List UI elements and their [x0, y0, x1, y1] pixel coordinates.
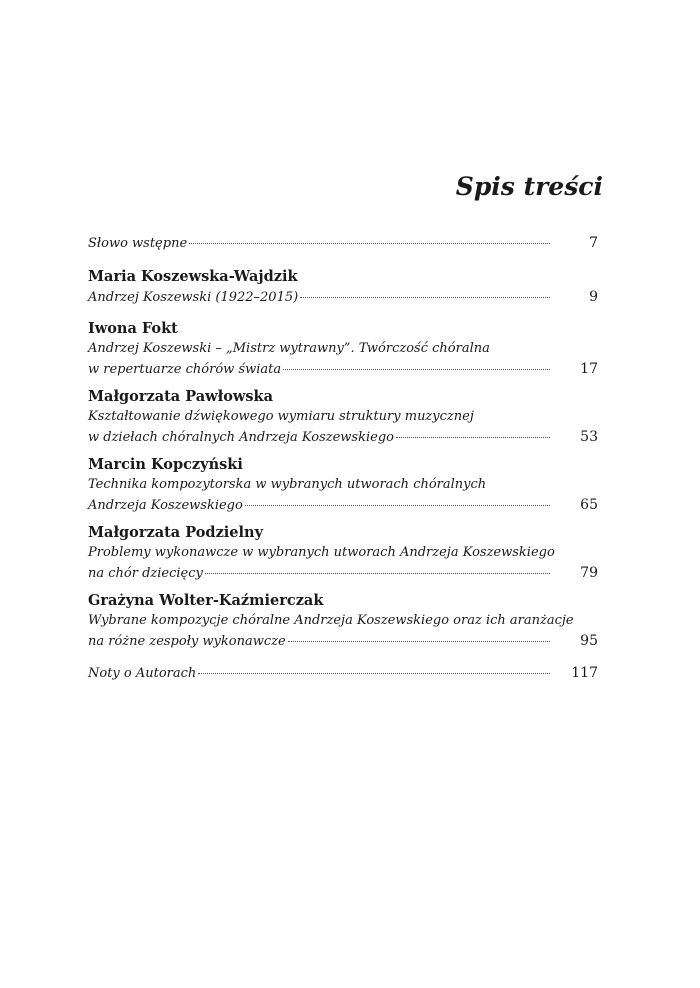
page-number: 7 [589, 235, 598, 251]
toc-entry-title: Andrzej Koszewski (1922–2015) [88, 290, 299, 305]
entry-title-line: Problemy wykonawcze w wybranych utworach Andrzeja Koszewskiego [88, 545, 555, 560]
toc-entry-title: w repertuarze chórów świata [88, 362, 282, 377]
toc-entry[interactable] [88, 523, 598, 583]
toc-entry-title: Noty o Autorach [88, 666, 197, 681]
dot-leader [205, 573, 550, 574]
toc-entry-line [88, 287, 598, 307]
toc-entry-line [88, 631, 598, 651]
toc-entry-foreword[interactable] [88, 233, 598, 253]
page-number: 79 [580, 565, 598, 581]
dot-leader [198, 673, 550, 674]
entry-title-line: Technika kompozytorska w wybranych utworach chóralnych [88, 477, 487, 492]
toc-entry[interactable] [88, 455, 598, 515]
entry-title-line: Wybrane kompozycje chóralne Andrzeja Koszewskiego oraz ich aranżacje [88, 613, 574, 628]
dot-leader [245, 505, 550, 506]
toc-entry-author-notes[interactable] [88, 663, 598, 683]
toc-entry-line [88, 563, 598, 583]
dot-leader [288, 641, 550, 642]
page-number: 95 [580, 633, 598, 649]
entry-title-line: Andrzej Koszewski – „Mistrz wytrawny”. Twórczość chóralna [88, 341, 490, 356]
toc-entry-title: w dziełach chóralnych Andrzeja Koszewskiego [88, 430, 394, 445]
page-number: 65 [580, 497, 598, 513]
dot-leader [283, 369, 550, 370]
toc-entry[interactable] [88, 267, 598, 307]
page-number: 17 [580, 361, 598, 377]
toc-entry[interactable] [88, 387, 598, 447]
toc-entry-title: Andrzeja Koszewskiego [88, 498, 243, 513]
entry-author: Iwona Fokt [88, 320, 178, 337]
page-number: 117 [571, 665, 598, 681]
dot-leader [189, 243, 550, 244]
entry-author: Marcin Kopczyński [88, 456, 243, 473]
toc-entry-line [88, 359, 598, 379]
dot-leader [396, 437, 550, 438]
dot-leader [300, 297, 550, 298]
page-title: Spis treści [455, 172, 603, 201]
entry-author: Maria Koszewska-Wajdzik [88, 268, 298, 285]
toc-entry-line [88, 495, 598, 515]
toc-entry-title: na chór dziecięcy [88, 566, 203, 581]
page-number: 9 [589, 289, 598, 305]
toc-entry[interactable] [88, 591, 598, 651]
toc-entry-line [88, 427, 598, 447]
toc-entry[interactable] [88, 319, 598, 379]
entry-author: Małgorzata Podzielny [88, 524, 264, 541]
page-number: 53 [580, 429, 598, 445]
toc-entry-line [88, 233, 598, 253]
entry-author: Grażyna Wolter-Kaźmierczak [88, 592, 324, 609]
entry-author: Małgorzata Pawłowska [88, 388, 273, 405]
toc-entry-title: Słowo wstępne [88, 236, 188, 251]
entry-title-line: Kształtowanie dźwiękowego wymiaru struktury muzycznej [88, 409, 474, 424]
table-of-contents [88, 233, 598, 683]
toc-entry-title: na różne zespoły wykonawcze [88, 634, 286, 649]
toc-entry-line [88, 663, 598, 683]
